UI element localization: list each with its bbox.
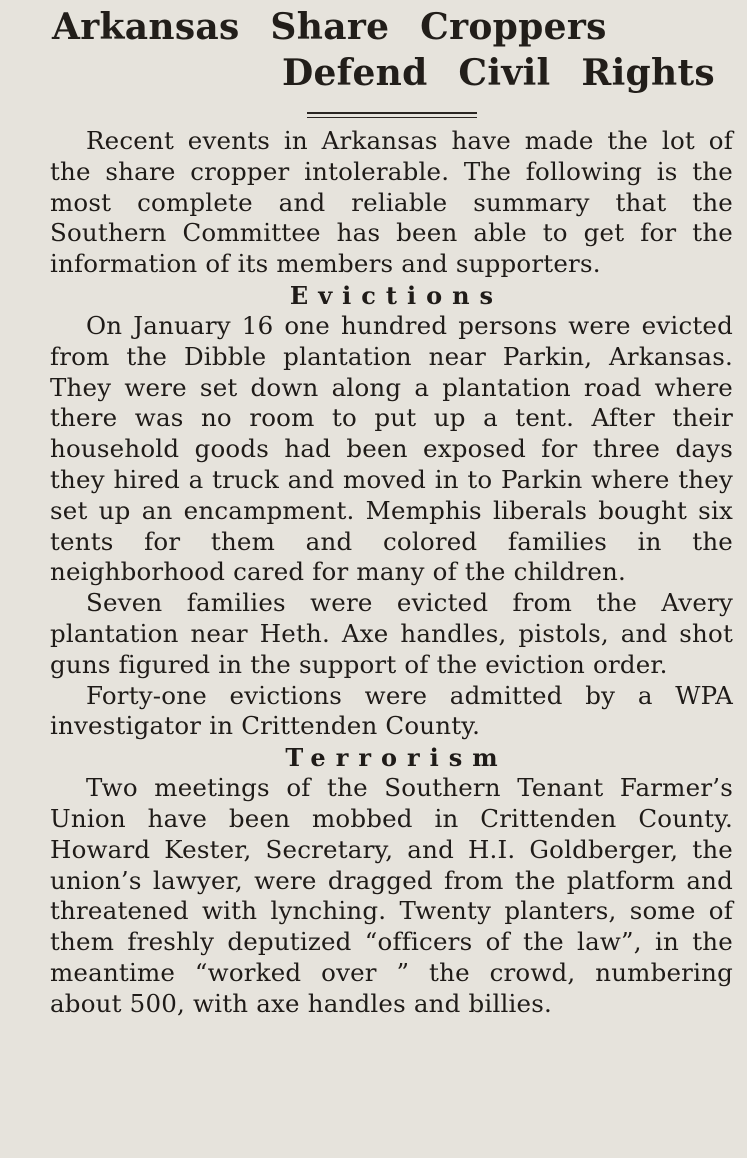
evictions-paragraph-1: On January 16 one hundred persons were evicted from the Dibble plantation near Parkin, Arkansas. They were set down along a plantation road where there was no room to put up a tent. After their household goods had been exposed for three days they hired a truck and moved in to Parkin where they set up an encampment. Memphis liberals bought six tents for them and colored families in the neighborhood cared for many of the children. [50, 310, 733, 587]
title-divider [307, 112, 477, 118]
article-body [50, 126, 733, 1020]
article-title-line-1: Arkansas Share Croppers [52, 6, 607, 48]
terrorism-paragraph-1: Two meetings of the Southern Tenant Farmer’s Union have been mobbed in Crittenden County. Howard Kester, Secretary, and H.I. Goldberger, the union’s lawyer, were dragged from the platform and threatened with lynching. Twenty planters, some of them freshly deputized “officers of the law”, in the meantime “worked over ” the crowd, numbering about 500, with axe handles and billies. [50, 773, 733, 1018]
section-heading-evictions: Evictions [289, 280, 504, 310]
evictions-paragraph-2: Seven families were evicted from the Avery plantation near Heth. Axe handles, pistols, and shot guns figured in the support of the eviction order. [50, 588, 733, 679]
evictions-paragraph-3: Forty-one evictions were admitted by a WPA investigator in Crittenden County. [50, 680, 733, 741]
article-title [50, 0, 733, 96]
intro-paragraph: Recent events in Arkansas have made the lot of the share cropper intolerable. The following is the most complete and reliable summary that the Southern Committee has been able to get for the information of its members and supporters. [50, 126, 733, 279]
article-title-line-2: Defend Civil Rights [281, 52, 715, 94]
section-heading-terrorism: Terrorism [285, 743, 508, 773]
